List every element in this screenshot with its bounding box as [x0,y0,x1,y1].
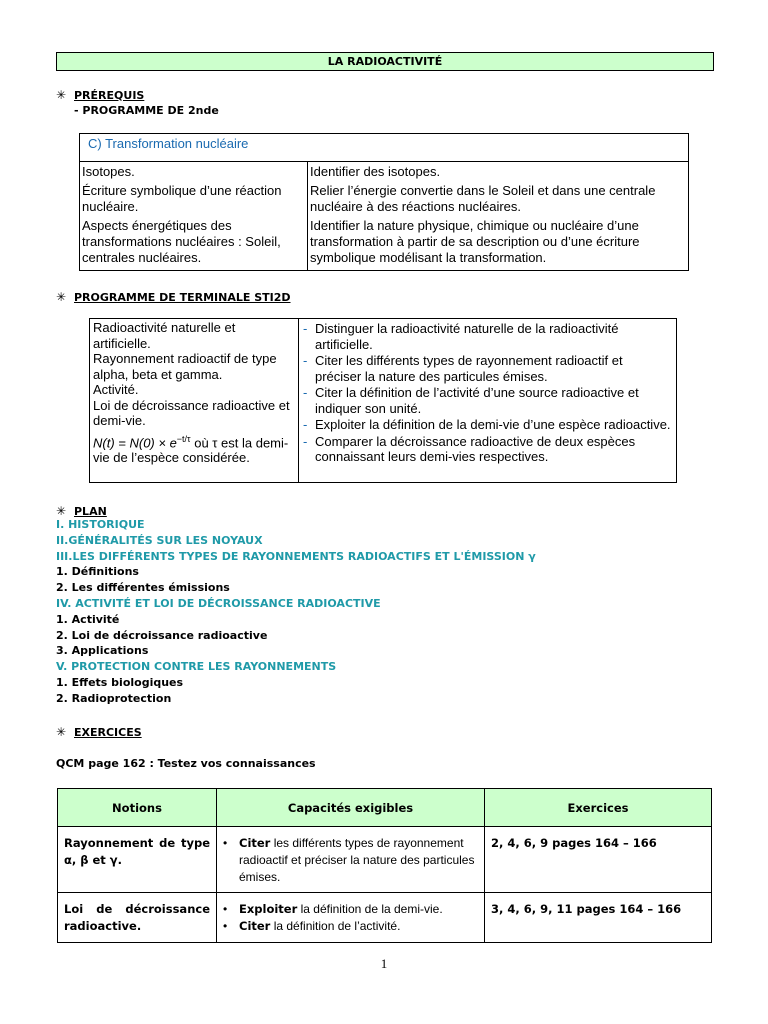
document-title: LA RADIOACTIVITÉ [56,52,714,71]
plan-item: II.GÉNÉRALITÉS SUR LES NOYAUX [56,533,263,547]
terminale-table [89,318,677,483]
prerequis-table-header: C) Transformation nucléaire [80,134,688,162]
table-row [58,827,712,893]
notion-cell: Loi de décroissance radioactive. [58,893,217,943]
plan-item: I. HISTORIQUE [56,518,145,531]
capacite-cell: Relier l’énergie convertie dans le Soleil et dans une centrale nucléaire à des réactions nucléaires. [310,183,656,214]
list-item: - Exploiter la définition de la demi-vie d’une espèce radioactive. [303,417,671,432]
plan-item: III.LES DIFFÉRENTS TYPES DE RAYONNEMENTS RADIOACTIFS ET L'ÉMISSION γ [56,549,536,563]
terminale-notions-column: Radioactivité naturelle et artificielle. Rayonnement radioactif de type alpha, beta et gamma. Activité. Loi de décroissance radioactive et demi-vie. $N(t) = N(0) \times e^{-t/\tau}$ où τ est la demi-vie de l’espèce considérée. [90,319,299,482]
prerequis-table [79,133,689,271]
plan-item: 2. Les différentes émissions [56,581,230,595]
plan-item: 1. Activité [56,612,120,626]
plan-item: 1. Effets biologiques [56,676,184,689]
qcm-line: QCM page 162 : Testez vos connaissances [56,757,316,770]
exercices-cell: 3, 4, 6, 9, 11 pages 164 – 166 [485,893,712,943]
list-item: - Citer la définition de l’activité d’une source radioactive et indiquer son unité. [303,385,639,416]
notion-cell: Isotopes. [82,164,135,179]
terminale-heading: ✳ PROGRAMME DE TERMINALE STI2D [56,290,291,304]
capacite-cell: Identifier des isotopes. [310,164,441,179]
prerequis-notions-column [80,162,308,270]
table-header-exercices: Exercices [485,789,712,827]
prerequis-heading: ✳ PRÉREQUIS [56,88,145,102]
prerequis-capacites-column [308,162,688,270]
list-item: - Comparer la décroissance radioactive de deux espèces connaissant leurs demi-vies respectives. [303,433,636,464]
table-header-capacites: Capacités exigibles [217,789,485,827]
capacites-cell: • Exploiter la définition de la demi-vie. • Citer la définition de l’activité. [217,893,485,943]
list-item: - Citer les différents types de rayonnement radioactif et préciser la nature des particules émises. [303,353,623,384]
exercices-cell: 2, 4, 6, 9 pages 164 – 166 [485,827,712,893]
table-row [58,893,712,943]
plan-item: V. PROTECTION CONTRE LES RAYONNEMENTS [56,660,337,674]
notion-cell: Rayonnement de type α, β et γ. [58,827,217,893]
list-item: - Distinguer la radioactivité naturelle de la radioactivité artificielle. [303,321,619,352]
plan-item: 2. Radioprotection [56,691,172,705]
notion-cell: Aspects énergétiques des transformations nucléaires : Soleil, centrales nucléaires. [82,218,281,265]
plan-item: 1. Définitions [56,565,139,579]
capacite-cell: Identifier la nature physique, chimique ou nucléaire d’une transformation à partir de sa description ou d’une écriture symbolique modélisant la transformation. [310,218,640,265]
exercices-table [57,788,712,943]
notion-cell: Écriture symbolique d’une réaction nucléaire. [82,183,282,214]
plan-item: 3. Applications [56,644,149,658]
decay-formula: $N(t) = N(0) \times e^{-t/\tau}$ où τ est la demi-vie de l’espèce considérée. [93,433,289,466]
page-number: 1 [380,956,388,971]
plan-heading: ✳ PLAN [56,504,107,518]
plan-item: IV. ACTIVITÉ ET LOI DE DÉCROISSANCE RADIOACTIVE [56,597,381,610]
bullet-star-icon: ✳ [56,290,67,304]
capacites-cell: • Citer les différents types de rayonnement radioactif et préciser la nature des particules émises. [217,827,485,893]
table-header-notions: Notions [58,789,217,827]
bullet-star-icon: ✳ [56,504,67,518]
terminale-capacites-column [299,319,676,482]
bullet-star-icon: ✳ [56,725,67,739]
plan-item: 2. Loi de décroissance radioactive [56,628,268,642]
exercices-heading: ✳ EXERCICES [56,725,142,739]
bullet-star-icon: ✳ [56,88,67,102]
programme-2nde-label: - PROGRAMME DE 2nde [74,104,219,117]
